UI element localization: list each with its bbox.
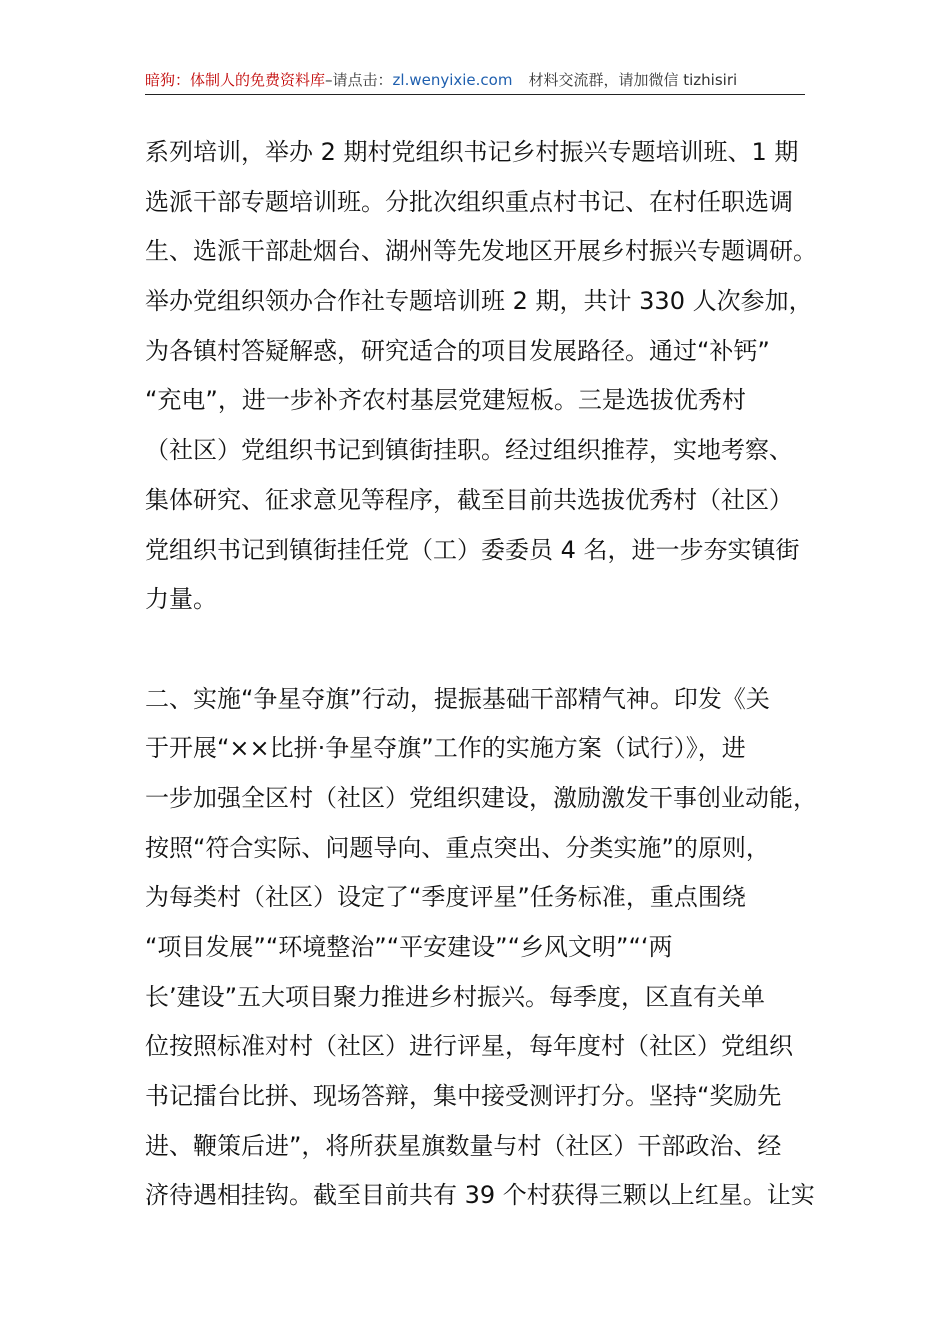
text-line: 选派干部专题培训班。分批次组织重点村书记、在村任职选调 [145,187,793,216]
text-line: 长’建设”五大项目聚力推进乡村振兴。每季度，区直有关单 [145,982,766,1011]
text-line: 举办党组织领办合作社专题培训班 2 期，共计 330 人次参加， [145,287,813,316]
text-line: 济待遇相挂钩。截至目前共有 39 个村获得三颗以上红星。让实 [145,1181,815,1210]
header-link[interactable]: zl.wenyixie.com [392,71,513,89]
text-line: 书记擂台比拼、现场答辩，集中接受测评打分。坚持“奖励先 [145,1082,782,1111]
text-line: （社区）党组织书记到镇街挂职。经过组织推荐，实地考察、 [145,436,793,465]
paragraph-1 [145,128,825,625]
text-line: 进、鞭策后进”，将所获星旗数量与村（社区）干部政治、经 [145,1131,782,1160]
text-line: 集体研究、征求意见等程序，截至目前共选拔优秀村（社区） [145,485,793,514]
text-line: 按照“符合实际、问题导向、重点突出、分类实施”的原则， [145,833,770,862]
text-line: 系列培训，举办 2 期村党组织书记乡村振兴专题培训班、1 期 [145,138,799,166]
text-line: 为每类村（社区）设定了“季度评星”任务标准，重点围绕 [145,883,746,912]
header-brand: 暗狗：体制人的免费资料库 [145,71,326,89]
text-line: 党组织书记到镇街挂任党（工）委委员 4 名，进一步夯实镇街 [145,535,800,564]
text-line: 为各镇村答疑解惑，研究适合的项目发展路径。通过“补钙” [145,336,770,365]
text-line: “充电”，进一步补齐农村基层党建短板。三是选拔优秀村 [145,386,746,415]
page-header [145,66,805,95]
header-prompt: –请点击： [325,71,393,89]
text-line: “项目发展”“环境整治”“平安建设”“乡风文明”“‘两 [145,933,673,961]
text-line: 二、实施“争星夺旗”行动，提振基础干部精气神。印发《关 [145,684,770,713]
text-line: 于开展“××比拼·争星夺旗”工作的实施方案（试行）》，进 [145,734,746,763]
paragraph-2 [145,675,825,1222]
header-wechat-note: 材料交流群，请加微信 tizhisiri [528,71,738,89]
text-line: 生、选派干部赴烟台、湖州等先发地区开展乡村振兴专题调研。 [145,237,817,266]
text-line: 一步加强全区村（社区）党组织建设，激励激发干事创业动能， [145,783,817,812]
document-body [145,128,825,1221]
paragraph-spacer [145,625,825,675]
text-line: 力量。 [145,585,217,614]
text-line: 位按照标准对村（社区）进行评星，每年度村（社区）党组织 [145,1032,793,1061]
